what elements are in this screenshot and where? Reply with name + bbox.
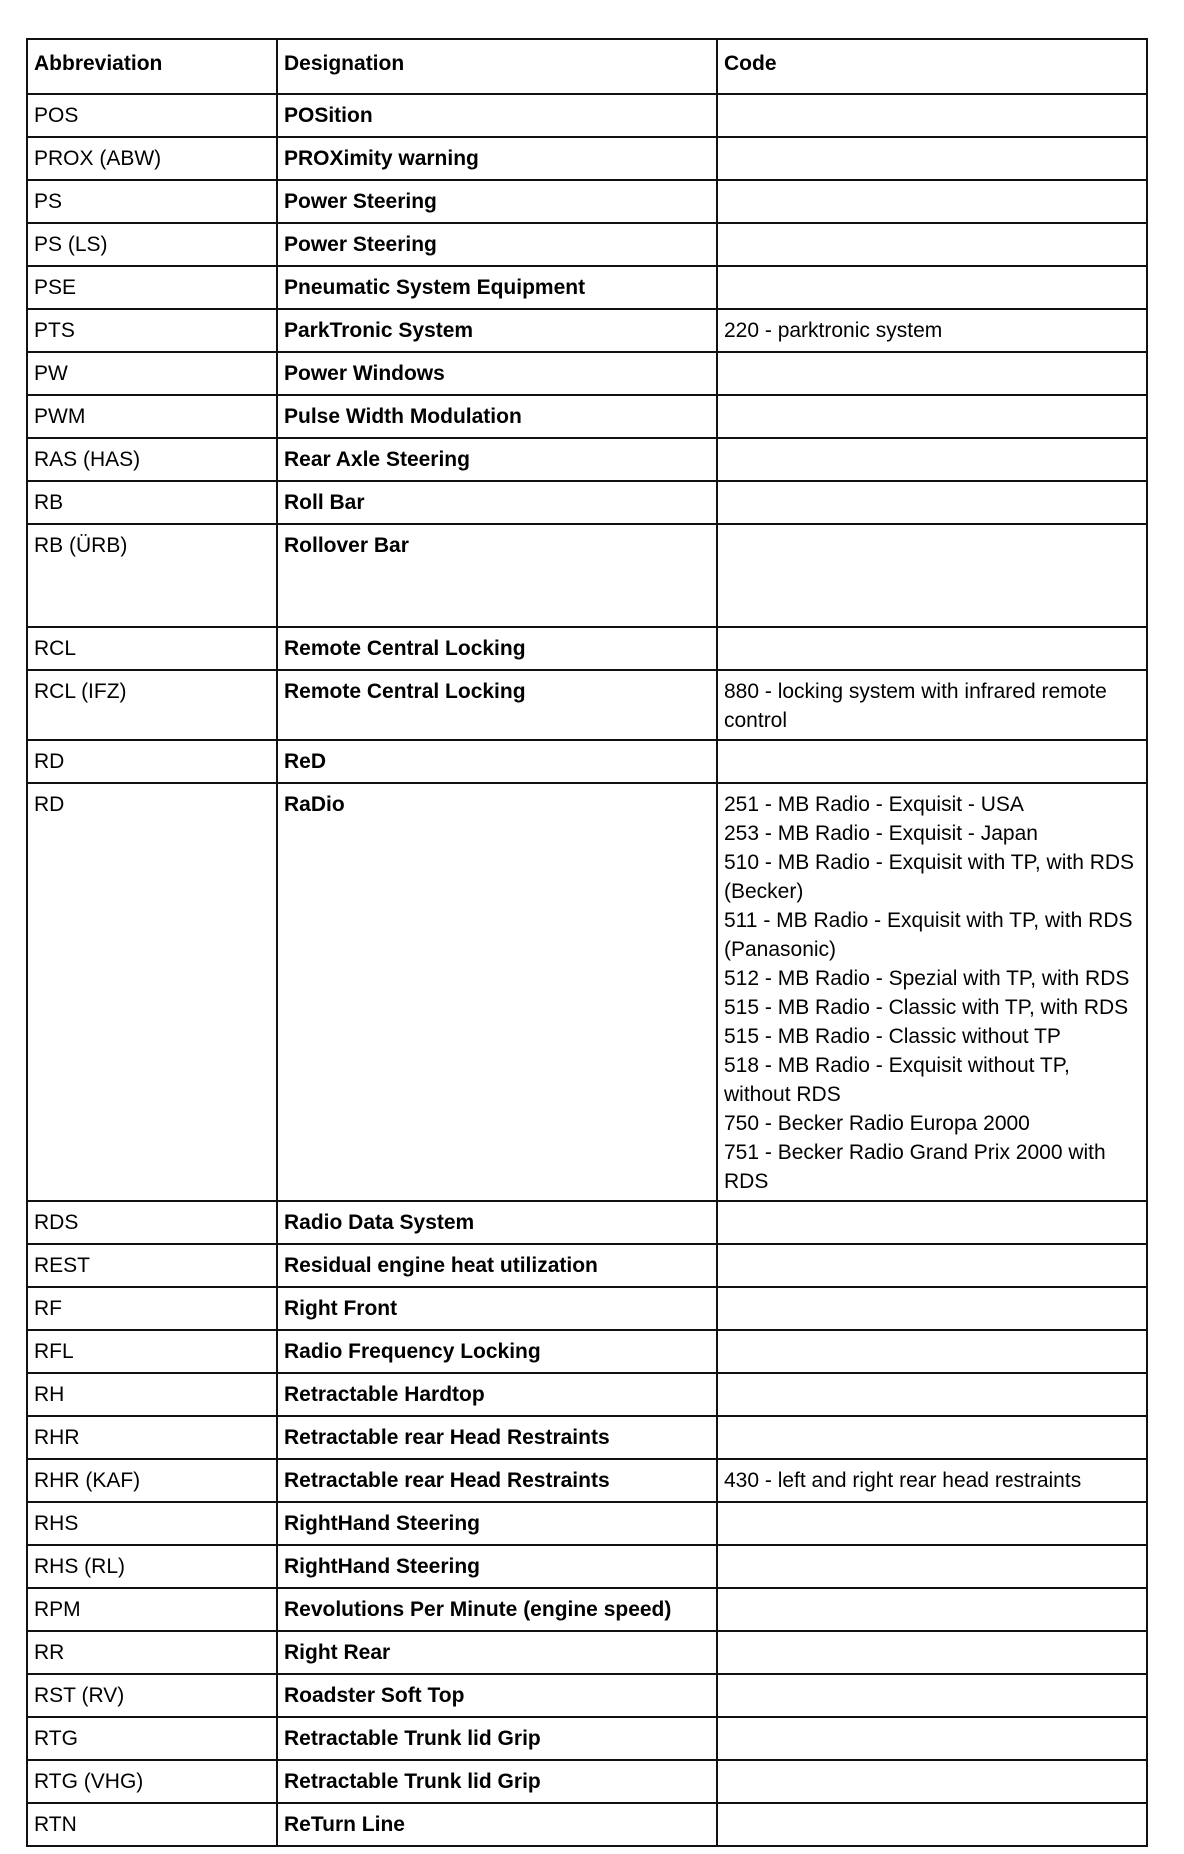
code-cell	[717, 783, 1147, 1201]
table-row	[27, 137, 1147, 180]
table-row	[27, 1287, 1147, 1330]
designation-cell: Power Windows	[277, 352, 717, 395]
designation-cell: Retractable Trunk lid Grip	[277, 1717, 717, 1760]
code-entry: 511 - MB Radio - Exquisit with TP, with RDS (Panasonic)	[724, 909, 1133, 961]
code-cell	[717, 670, 1147, 740]
abbreviation-cell: RCL (IFZ)	[27, 670, 277, 740]
code-cell	[717, 395, 1147, 438]
designation-cell: Right Front	[277, 1287, 717, 1330]
abbreviation-cell: RAS (HAS)	[27, 438, 277, 481]
designation-cell: Retractable Hardtop	[277, 1373, 717, 1416]
code-entry: 253 - MB Radio - Exquisit - Japan	[724, 822, 1038, 845]
code-cell	[717, 352, 1147, 395]
code-cell	[717, 1502, 1147, 1545]
abbreviation-cell: RTG	[27, 1717, 277, 1760]
abbreviation-cell: RB	[27, 481, 277, 524]
code-cell	[717, 1631, 1147, 1674]
table-row	[27, 783, 1147, 1201]
designation-cell: ParkTronic System	[277, 309, 717, 352]
table-row	[27, 670, 1147, 740]
table-row	[27, 395, 1147, 438]
designation-cell: Residual engine heat utilization	[277, 1244, 717, 1287]
designation-cell: Retractable rear Head Restraints	[277, 1416, 717, 1459]
table-row	[27, 1244, 1147, 1287]
table-row	[27, 740, 1147, 783]
code-entry: 430 - left and right rear head restraints	[724, 1469, 1082, 1492]
code-entry: 512 - MB Radio - Spezial with TP, with RDS	[724, 967, 1130, 990]
abbreviation-cell: RD	[27, 783, 277, 1201]
table-row	[27, 1760, 1147, 1803]
code-cell	[717, 1287, 1147, 1330]
table-row	[27, 1373, 1147, 1416]
designation-cell: Roadster Soft Top	[277, 1674, 717, 1717]
designation-cell: Radio Frequency Locking	[277, 1330, 717, 1373]
designation-cell: Retractable rear Head Restraints	[277, 1459, 717, 1502]
code-cell	[717, 1244, 1147, 1287]
designation-cell: Roll Bar	[277, 481, 717, 524]
designation-cell: POSition	[277, 94, 717, 137]
abbreviation-cell: RTG (VHG)	[27, 1760, 277, 1803]
designation-cell: Remote Central Locking	[277, 670, 717, 740]
header-row	[27, 39, 1147, 94]
abbreviation-cell: RHR (KAF)	[27, 1459, 277, 1502]
code-cell	[717, 524, 1147, 627]
table-row	[27, 1459, 1147, 1502]
designation-cell: ReD	[277, 740, 717, 783]
abbreviation-cell: RB (ÜRB)	[27, 524, 277, 627]
designation-cell: Remote Central Locking	[277, 627, 717, 670]
table-row	[27, 1416, 1147, 1459]
designation-cell: RaDio	[277, 783, 717, 1201]
abbreviation-cell: RH	[27, 1373, 277, 1416]
table-row	[27, 1502, 1147, 1545]
abbreviation-cell: RD	[27, 740, 277, 783]
table-row	[27, 1588, 1147, 1631]
designation-cell: Rollover Bar	[277, 524, 717, 627]
code-cell	[717, 1803, 1147, 1846]
code-cell	[717, 266, 1147, 309]
code-cell	[717, 223, 1147, 266]
table-row	[27, 352, 1147, 395]
header-code: Code	[717, 39, 1147, 94]
designation-cell: Right Rear	[277, 1631, 717, 1674]
designation-cell: Pneumatic System Equipment	[277, 266, 717, 309]
table-row	[27, 223, 1147, 266]
header-designation: Designation	[277, 39, 717, 94]
code-cell	[717, 180, 1147, 223]
designation-cell: RightHand Steering	[277, 1502, 717, 1545]
code-entry: 515 - MB Radio - Classic with TP, with RDS	[724, 996, 1129, 1019]
abbreviation-cell: RPM	[27, 1588, 277, 1631]
abbreviation-cell: RHS	[27, 1502, 277, 1545]
abbreviation-table	[26, 38, 1148, 1847]
code-cell	[717, 1545, 1147, 1588]
abbreviation-cell: PWM	[27, 395, 277, 438]
table-row	[27, 481, 1147, 524]
code-cell	[717, 1416, 1147, 1459]
table-row	[27, 438, 1147, 481]
code-entry: 510 - MB Radio - Exquisit with TP, with RDS (Becker)	[724, 851, 1135, 903]
code-cell	[717, 1201, 1147, 1244]
code-cell	[717, 438, 1147, 481]
table-row	[27, 266, 1147, 309]
code-cell	[717, 1373, 1147, 1416]
abbreviation-cell: PSE	[27, 266, 277, 309]
table-row	[27, 94, 1147, 137]
abbreviation-cell: RR	[27, 1631, 277, 1674]
designation-cell: PROXimity warning	[277, 137, 717, 180]
code-cell	[717, 481, 1147, 524]
abbreviation-cell: RHR	[27, 1416, 277, 1459]
designation-cell: Radio Data System	[277, 1201, 717, 1244]
designation-cell: Rear Axle Steering	[277, 438, 717, 481]
designation-cell: ReTurn Line	[277, 1803, 717, 1846]
code-entry: 515 - MB Radio - Classic without TP	[724, 1025, 1061, 1048]
table-body	[27, 94, 1147, 1846]
table-row	[27, 627, 1147, 670]
code-list	[724, 677, 1140, 735]
table-row	[27, 1674, 1147, 1717]
abbreviation-cell: PW	[27, 352, 277, 395]
code-cell	[717, 94, 1147, 137]
code-entry: 880 - locking system with infrared remote control	[724, 680, 1107, 732]
table-row	[27, 1717, 1147, 1760]
table-row	[27, 309, 1147, 352]
abbreviation-cell: PTS	[27, 309, 277, 352]
code-cell	[717, 1330, 1147, 1373]
table-row	[27, 1631, 1147, 1674]
code-list	[724, 790, 1140, 1196]
abbreviation-cell: RST (RV)	[27, 1674, 277, 1717]
abbreviation-cell: RF	[27, 1287, 277, 1330]
designation-cell: Power Steering	[277, 180, 717, 223]
code-entry: 751 - Becker Radio Grand Prix 2000 with RDS	[724, 1141, 1106, 1193]
code-cell	[717, 1674, 1147, 1717]
code-cell	[717, 1760, 1147, 1803]
abbreviation-cell: REST	[27, 1244, 277, 1287]
abbreviation-cell: POS	[27, 94, 277, 137]
designation-cell: Retractable Trunk lid Grip	[277, 1760, 717, 1803]
header-abbreviation: Abbreviation	[27, 39, 277, 94]
code-entry: 518 - MB Radio - Exquisit without TP, without RDS	[724, 1054, 1070, 1106]
code-entry: 750 - Becker Radio Europa 2000	[724, 1112, 1030, 1135]
code-cell	[717, 1717, 1147, 1760]
table-row	[27, 1330, 1147, 1373]
code-cell	[717, 137, 1147, 180]
abbreviation-cell: RHS (RL)	[27, 1545, 277, 1588]
table-row	[27, 524, 1147, 627]
code-cell	[717, 309, 1147, 352]
code-cell	[717, 1459, 1147, 1502]
code-entry: 220 - parktronic system	[724, 319, 943, 342]
abbreviation-cell: PS	[27, 180, 277, 223]
table-row	[27, 1201, 1147, 1244]
abbreviation-cell: PS (LS)	[27, 223, 277, 266]
code-entry: 251 - MB Radio - Exquisit - USA	[724, 793, 1024, 816]
designation-cell: Pulse Width Modulation	[277, 395, 717, 438]
abbreviation-cell: RDS	[27, 1201, 277, 1244]
code-cell	[717, 740, 1147, 783]
designation-cell: Revolutions Per Minute (engine speed)	[277, 1588, 717, 1631]
table-row	[27, 1803, 1147, 1846]
table-row	[27, 1545, 1147, 1588]
abbreviation-cell: PROX (ABW)	[27, 137, 277, 180]
abbreviation-cell: RFL	[27, 1330, 277, 1373]
table-header	[27, 39, 1147, 94]
code-cell	[717, 1588, 1147, 1631]
table-row	[27, 180, 1147, 223]
code-cell	[717, 627, 1147, 670]
code-list	[724, 316, 1140, 345]
abbreviation-cell: RCL	[27, 627, 277, 670]
designation-cell: RightHand Steering	[277, 1545, 717, 1588]
designation-cell: Power Steering	[277, 223, 717, 266]
code-list	[724, 1466, 1140, 1495]
abbreviation-cell: RTN	[27, 1803, 277, 1846]
